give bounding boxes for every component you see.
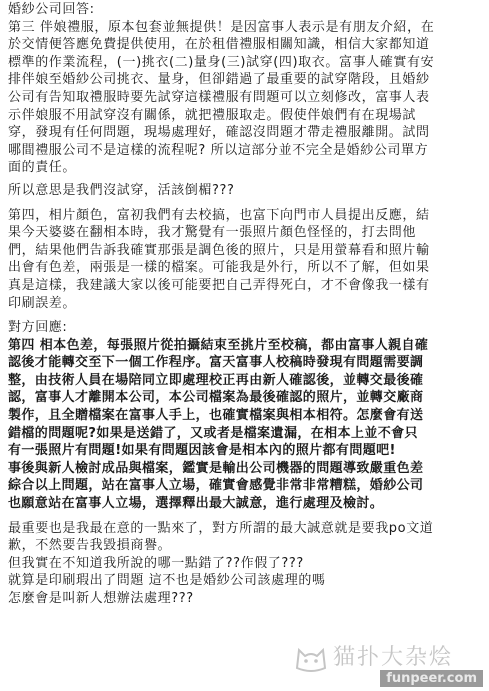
text-line: 所以意思是我們沒試穿，活該倒楣??? — [8, 182, 235, 198]
watermark-url: funpeer.com — [380, 670, 483, 687]
text-line: 事後與新人檢討成品與檔案，鑑實是輸出公司機器的問題導致嚴重色差 — [8, 460, 424, 476]
text-line: 認後才能轉交至下一個工作程序。富天富事人校稿時發現有問題需要調 — [8, 355, 424, 371]
text-line: 製作，且全贈檔案在富事人手上，也確實檔案與相本相符。怎麼會有送 — [8, 408, 424, 424]
text-line: 怎麼會是叫新人想辦法處理??? — [8, 591, 194, 606]
text-line: 示伴娘服不用試穿沒有關係，就把禮服取走。假使伴娘們有在現場試 — [8, 107, 417, 123]
watermark-brand: 猫扑大杂烩 — [333, 645, 454, 670]
text-line: 印刷誤差。 — [8, 295, 77, 311]
text-line: 穿，發現有任何問題，現場處理好，確認沒問題才帶走禮服離開。試問 — [8, 125, 430, 141]
text-line: 整，由技術人員在場陪同立即處理校正再由新人確認後，並轉交最後確 — [8, 372, 424, 388]
paragraph-author-comment-fitting — [8, 182, 484, 200]
text-line: 婚紗公司回答: — [8, 2, 95, 17]
text-line: 對方回應: — [8, 320, 68, 336]
paragraph-studio-response-color — [8, 319, 484, 513]
text-line: 也願意站在富事人立場，選擇釋出最大誠意，進行處理及檢討。 — [8, 496, 384, 512]
paragraph-author-conclusion — [8, 520, 484, 608]
paragraph-studio-reply-bridesmaid — [8, 1, 484, 177]
text-line: 有一張照片有問題!如果有問題因該會是相本內的照片都有問題吧! — [8, 443, 396, 459]
text-line: 認，富事人才離開本公司，本公司檔案為最後確認的照片，並轉交廠商 — [8, 390, 424, 406]
text-line: 錯檔的問題呢?如果是送錯了，又或者是檔案遺漏，在相本上並不會只 — [8, 425, 418, 441]
text-line: 就算是印刷瑕出了問題 這不也是婚紗公司該處理的嗎 — [8, 573, 326, 589]
text-line: 果今天婆婆在翻相本時，我才驚覺有一張照片顏色怪怪的，打去問他 — [8, 225, 417, 241]
text-line: 綜合以上問題，站在富事人立場，確實會感覺非常非常糟糕，婚紗公司 — [8, 478, 424, 494]
text-line: 但我實在不知道我所說的哪一點錯了??作假了??? — [8, 555, 304, 571]
paragraph-photo-color-complaint — [8, 207, 484, 313]
text-line: 排伴娘至婚紗公司挑衣、量身，但卻錯過了最重要的試穿階段，且婚紗 — [8, 72, 430, 88]
text-line: 歉，不然要告我毀損商譽。 — [8, 538, 172, 554]
text-line: 出會有色差，兩張是一樣的檔案。可能我是外行，所以不了解，但如果 — [8, 260, 430, 276]
text-line: 們，結果他們告訴我確實那張是調色後的照片，只是用螢幕看和照片輸 — [8, 242, 430, 258]
text-line: 第四，相片顏色，富初我們有去校搞，也富下向門市人員提出反應，結 — [8, 207, 430, 223]
text-line: 真是這樣，我建議大家以後可能要把自己弄得死白，才不會像我一樣有 — [8, 277, 430, 293]
text-line: 第三 伴娘禮服，原本包套並無提供！是因富事人表示是有朋友介紹，在 — [8, 19, 435, 35]
text-line: 標準的作業流程，(一)挑衣(二)量身(三)試穿(四)取衣。富事人確實有安 — [8, 54, 435, 70]
text-line: 第四 相本色差，每張照片從拍攝結束至挑片至校稿，都由富事人親自確 — [8, 337, 429, 353]
text-line: 最重要也是我最在意的一點來了，對方所謂的最大誠意就是要我po文道 — [8, 520, 434, 536]
text-line: 哪間禮服公司不是這樣的流程呢? 所以這部分並不完全是婚紗公司單方 — [8, 142, 429, 158]
text-line: 於交情便答應免費提供使用，在於租借禮服相關知識，相信大家都知道 — [8, 37, 430, 53]
text-line: 面的責任。 — [8, 160, 77, 176]
text-line: 公司有告知取禮服時要先試穿這樣禮服有問題可以立刻修改，富事人表 — [8, 89, 430, 105]
